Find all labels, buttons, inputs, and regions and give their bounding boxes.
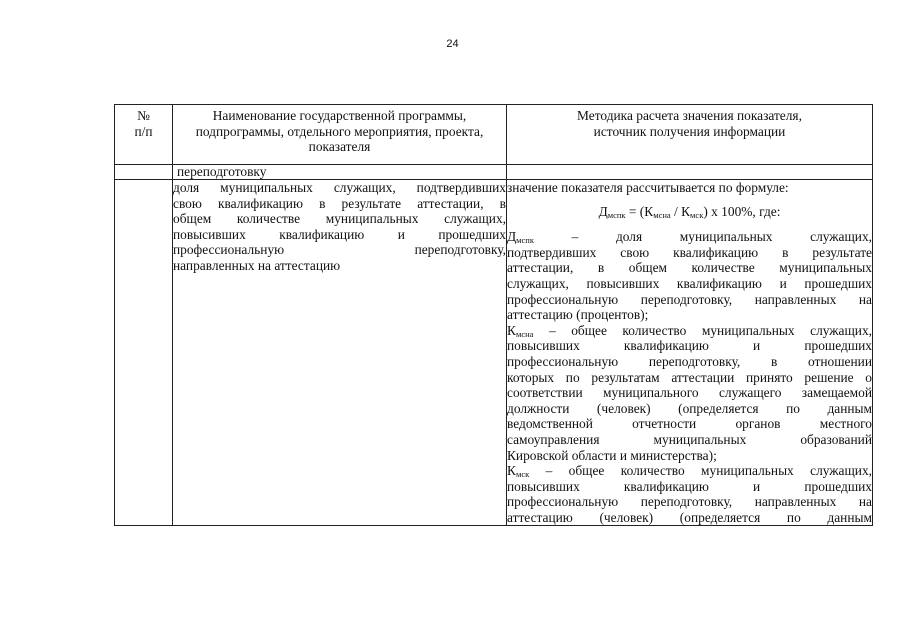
method-intro: значение показателя рассчитывается по формуле: [507,180,789,195]
indicator-line: свою квалификацию в результате аттестации, в [173,195,506,211]
header-number-line: п/п [134,123,153,139]
definition-line: профессиональную переподготовку, направленных на [507,291,872,307]
table-row-continuation [115,165,873,180]
header-number [115,105,173,165]
formula: $Д_{мспк} = (К_{мсна} / К_{мск})$ х 100%, где: [598,203,781,220]
cell-number [115,180,173,526]
definition-line: $Д_{мспк}$ – доля муниципальных служащих, [507,229,872,245]
definition-line: подтвердивших свою квалификацию в результате [507,244,872,260]
definition-line: ведомственной отчетности органов местного [507,416,872,432]
indicator-line: доля муниципальных служащих, подтвердивших [173,180,506,195]
definition-line: служащих, повысивших квалификацию и прошедших [507,275,872,291]
definition-line: повысивших квалификацию и прошедших [507,478,872,494]
definition-line: самоуправления муниципальных образований [507,431,872,447]
definition-line: соответствии муниципального служащего замещаемой [507,385,872,401]
header-name-line: Наименование государственной программы, [212,108,467,123]
cell-indicator-name [173,180,507,526]
definition-line: $К_{мсна}$ – общее количество муниципальных служащих, [507,322,872,339]
header-name [173,105,507,165]
definition-line: повысивших квалификацию и прошедших [507,338,872,354]
definition-line: которых по результатам аттестации принято решение о [507,369,872,385]
definition-line: профессиональную переподготовку, направленных на [507,494,872,510]
header-method-line: источник получения информации [593,123,786,139]
cell-empty [507,165,873,180]
table-row-indicator [115,180,873,526]
header-method [507,105,873,165]
definition-line: должности (человек) (определяется по данным [507,400,872,416]
header-name-line: показателя [308,139,371,155]
header-name-line: подпрограммы, отдельного мероприятия, проекта, [195,123,484,139]
definition-line: аттестации, в общем количестве муниципальных [507,260,872,276]
cell-continuation: переподготовку [173,165,507,180]
indicator-line: профессиональную переподготовку, [173,242,506,258]
cell-method [507,180,873,526]
definition-line: аттестацию (процентов); [507,307,649,323]
page-number: 24 [446,38,459,50]
indicator-line: направленных на аттестацию [173,257,341,273]
definition-line: профессиональную переподготовку, в отношении [507,353,872,369]
definition-line: аттестацию (человек) (определяется по данным [507,509,872,525]
definition-line: Кировской области и министерства); [507,447,717,463]
indicator-line: общем количестве муниципальных служащих, [173,211,506,227]
indicator-line: повысивших квалификацию и прошедших [173,226,506,242]
header-method-line: Методика расчета значения показателя, [577,108,802,123]
header-number-line: № [137,108,150,123]
definition-line: $К_{мск}$ – общее количество муниципальных служащих, [507,463,872,479]
cell-number [115,165,173,180]
indicator-table [114,104,873,526]
table-header-row [115,105,873,165]
